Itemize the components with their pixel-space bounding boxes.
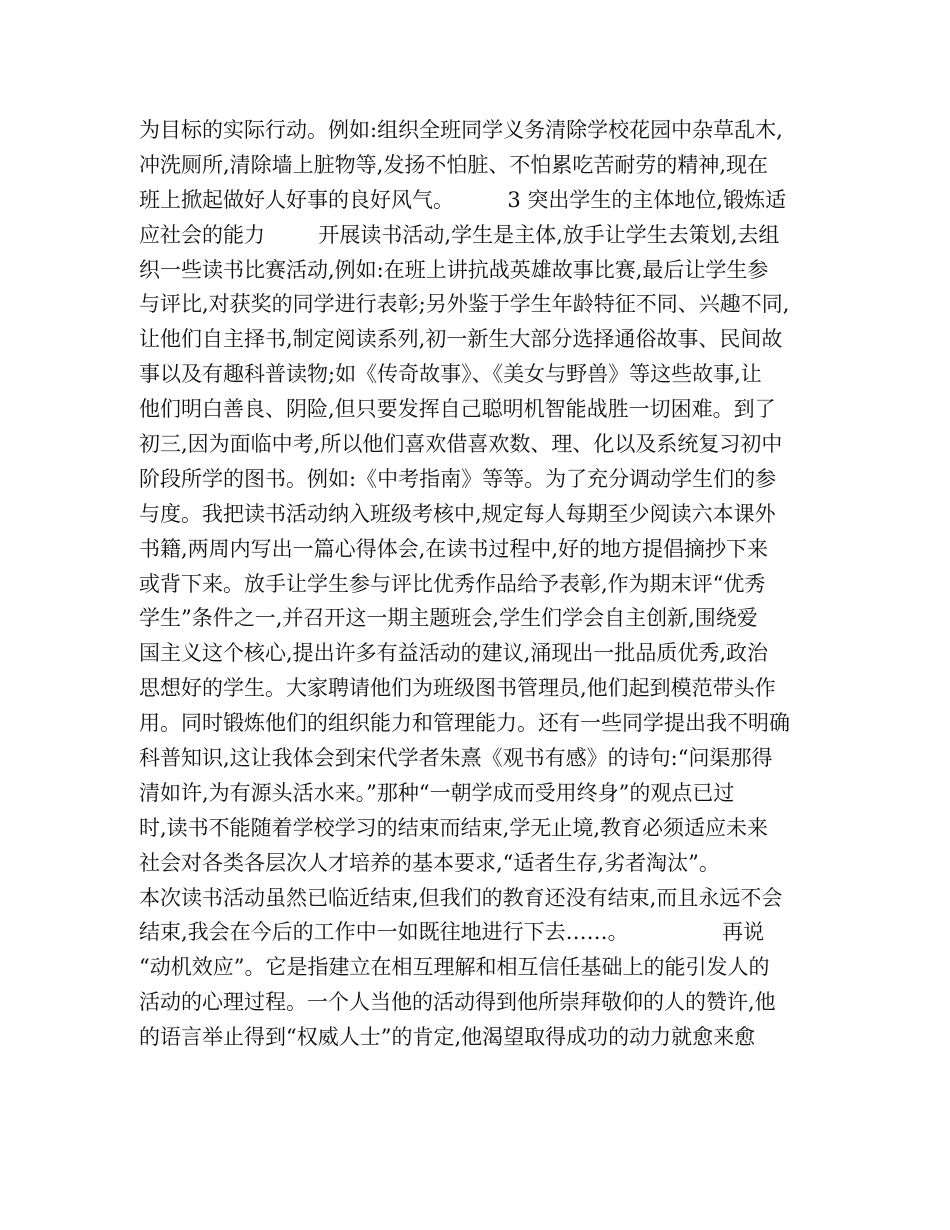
text-line: 与度。我把读书活动纳入班级考核中,规定每人每期至少阅读六本课外 [139, 501, 776, 526]
text-line: “动机效应”。它是指建立在相互理解和相互信任基础上的能引发人的 [139, 955, 770, 980]
text-line: 清如许,为有源头活水来。”那种“一朝学成而受用终身”的观点已过 [139, 780, 735, 805]
text-line: 应社会的能力 开展读书活动,学生是主体,放手让学生去策划,去组 [139, 222, 780, 247]
text-line: 阶段所学的图书。例如:《中考指南》等等。为了充分调动学生们的参 [139, 466, 777, 491]
text-line: 或背下来。放手让学生参与评比优秀作品给予表彰,作为期末评“优秀 [139, 571, 766, 596]
text-line: 科普知识,这让我体会到宋代学者朱熹《观书有感》的诗句:“问渠那得 [139, 746, 773, 771]
text-line: 学生”条件之一,并召开这一期主题班会,学生们学会自主创新,围绕爱 [139, 606, 758, 631]
text-line: 事以及有趣科普读物;如《传奇故事》、《美女与野兽》等这些故事,让 [139, 362, 762, 387]
text-line: 为目标的实际行动。例如:组织全班同学义务清除学校花园中杂草乱木, [139, 118, 783, 142]
text-line: 的语言举止得到“权威人士”的肯定,他渴望取得成功的动力就愈来愈 [139, 1025, 756, 1050]
text-line: 班上掀起做好人好事的良好风气。 3 突出学生的主体地位,锻炼适 [139, 187, 787, 212]
text-line: 活动的心理过程。一个人当他的活动得到他所崇拜敬仰的人的赞许,他 [139, 990, 776, 1015]
text-line: 让他们自主择书,制定阅读系列,初一新生大部分选择通俗故事、民间故 [139, 327, 783, 352]
text-line: 本次读书活动虽然已临近结束,但我们的教育还没有结束,而且永远不会 [139, 885, 783, 910]
body-text [139, 113, 819, 1055]
text-line: 书籍,两周内写出一篇心得体会,在读书过程中,好的地方提倡摘抄下来 [139, 536, 769, 561]
text-line: 初三,因为面临中考,所以他们喜欢借喜欢数、理、化以及系统复习初中 [139, 432, 783, 457]
text-line: 国主义这个核心,提出许多有益活动的建议,涌现出一批品质优秀,政治 [139, 641, 769, 666]
text-line: 思想好的学生。大家聘请他们为班级图书管理员,他们起到模范带头作 [139, 676, 776, 701]
text-line: 时,读书不能随着学校学习的结束而结束,学无止境,教育必须适应未来 [139, 815, 769, 840]
text-line: 他们明白善良、阴险,但只要发挥自己聪明机智能战胜一切困难。到了 [139, 397, 776, 422]
text-line: 社会对各类各层次人才培养的基本要求,“适者生存,劣者淘汰”。 [139, 850, 720, 875]
text-line: 用。同时锻炼他们的组织能力和管理能力。还有一些同学提出我不明确 [139, 711, 790, 736]
text-line: 冲洗厕所,清除墙上脏物等,发扬不怕脏、不怕累吃苦耐劳的精神,现在 [139, 152, 769, 177]
text-line: 与评比,对获奖的同学进行表彰;另外鉴于学生年龄特征不同、兴趣不同, [139, 292, 790, 317]
text-line: 织一些读书比赛活动,例如:在班上讲抗战英雄故事比赛,最后让学生参 [139, 257, 769, 282]
text-line: 结束,我会在今后的工作中一如既往地进行下去……。 再说 [139, 920, 765, 945]
